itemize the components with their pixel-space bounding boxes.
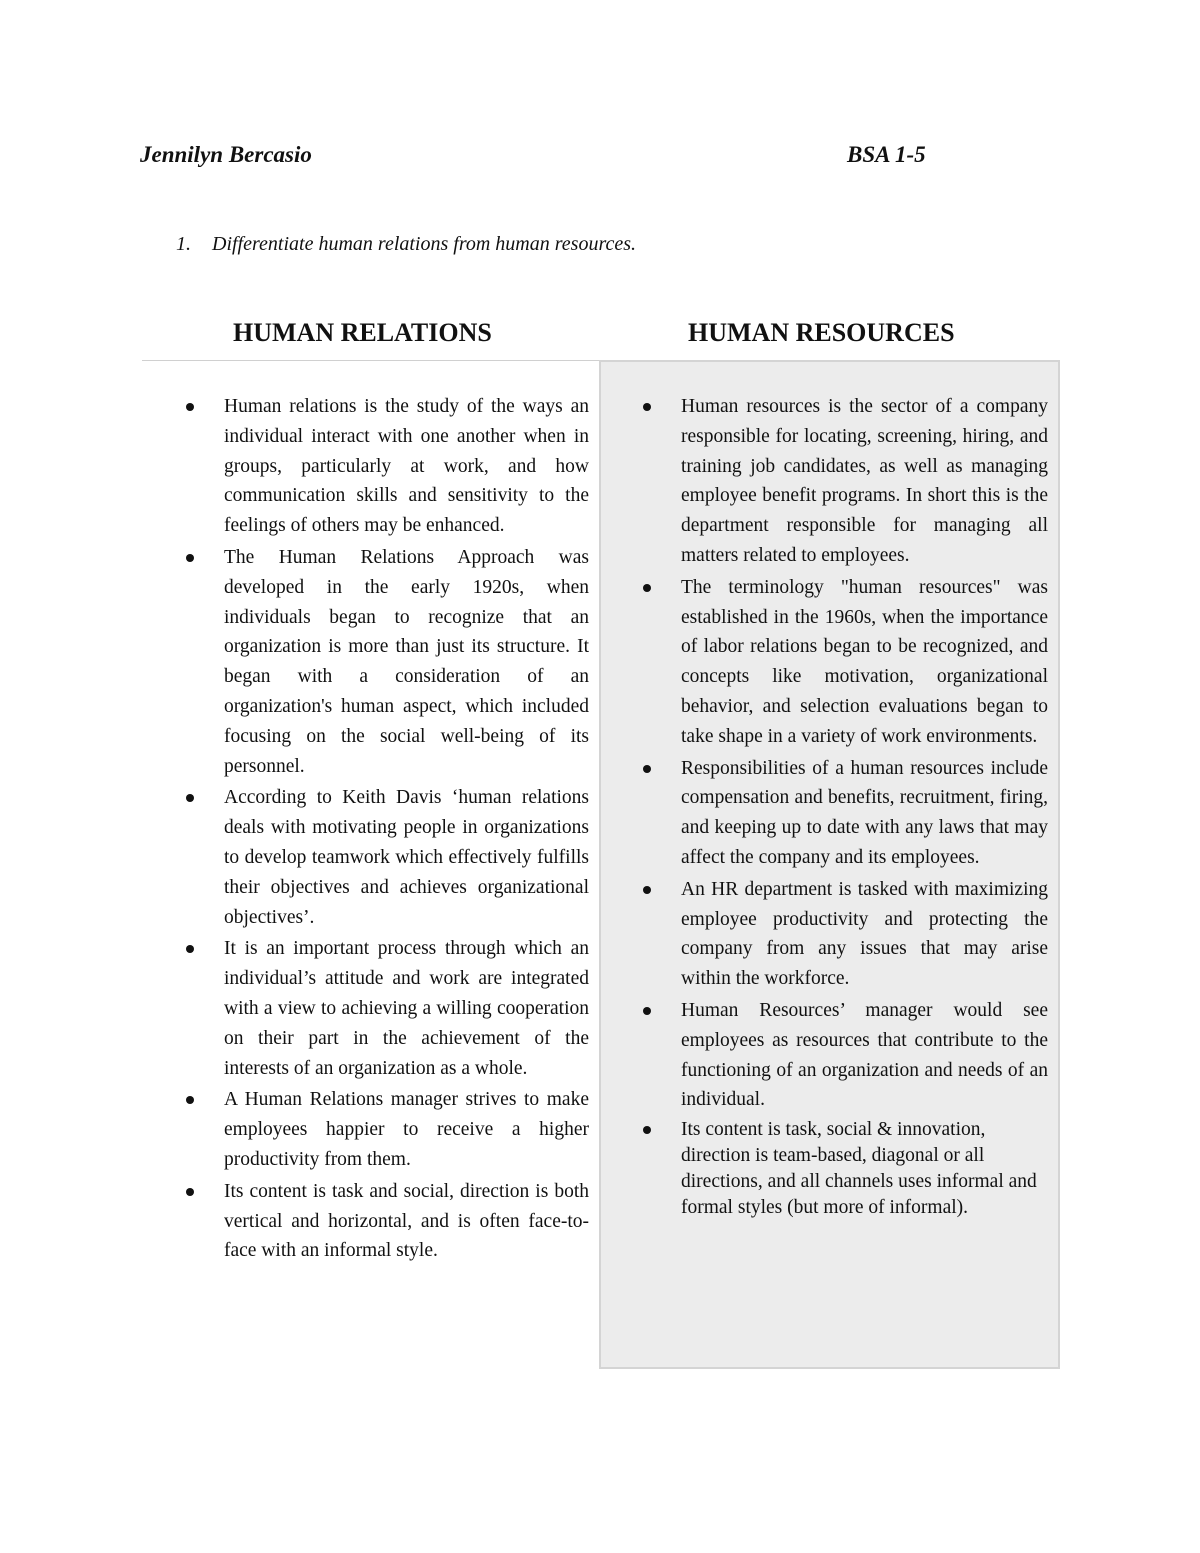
list-item [637, 1117, 1048, 1221]
bullet-icon [186, 403, 194, 411]
list-item [180, 1085, 589, 1174]
bullet-icon [643, 584, 651, 592]
bullet-icon [643, 1007, 651, 1015]
list-item-text: It is an important process through which an individual’s attitude and work are integrated with a view to achieving a willing cooperation on their part in the achievement of the interests of an organization as a whole. [224, 938, 589, 1079]
list-item-text: Its content is task, social & innovation, direction is team-based, diagonal or all directions, and all channels uses informal and formal styles (but more of informal). [681, 1119, 1037, 1219]
table-top-rule [142, 360, 600, 361]
list-item-text: Human resources is the sector of a company responsible for locating, screening, hiring, and training job candidates, as well as managing employee benefit programs. In short this is the department responsible for managing all matters related to employees. [681, 396, 1048, 566]
bullet-icon [186, 1188, 194, 1196]
list-item [637, 996, 1048, 1115]
human-relations-list [180, 392, 589, 1268]
human-resources-heading: HUMAN RESOURCES [688, 318, 955, 347]
list-item [180, 934, 589, 1083]
human-resources-list [637, 392, 1048, 1223]
list-item [180, 543, 589, 781]
list-item [180, 783, 589, 932]
list-item [637, 573, 1048, 752]
student-name: Jennilyn Bercasio [140, 142, 312, 167]
question [176, 233, 636, 256]
list-item-text: The Human Relations Approach was developed in the early 1920s, when individuals began to recognize that an organization is more than just its structure. It began with a consideration of an organization's human aspect, which included focusing on the social well-being of its personnel. [224, 546, 589, 777]
list-item [637, 392, 1048, 571]
list-item-text: Its content is task and social, direction is both vertical and horizontal, and is often face-to-face with an informal style. [224, 1180, 589, 1262]
list-item-text: Responsibilities of a human resources include compensation and benefits, recruitment, firing, and keeping up to date with any laws that may affect the company and its employees. [681, 757, 1048, 868]
list-item [180, 392, 589, 541]
bullet-icon [643, 886, 651, 894]
list-item [637, 754, 1048, 873]
list-item-text: The terminology "human resources" was established in the 1960s, when the importance of labor relations began to be recognized, and concepts like motivation, organizational behavior, and selection evaluations began to take shape in a variety of work environments. [681, 576, 1048, 747]
course-section: BSA 1-5 [847, 142, 926, 167]
bullet-icon [186, 554, 194, 562]
bullet-icon [186, 1096, 194, 1104]
human-relations-heading: HUMAN RELATIONS [233, 318, 492, 347]
list-item-text: Human Resources’ manager would see employees as resources that contribute to the functioning of an organization and needs of an individual. [681, 999, 1048, 1111]
list-item [637, 875, 1048, 994]
bullet-icon [643, 1126, 651, 1134]
question-text: Differentiate human relations from human resources. [212, 233, 637, 255]
list-item-text: An HR department is tasked with maximizing employee productivity and protecting the company from any issues that may arise within the workforce. [681, 878, 1048, 990]
question-number: 1. [176, 233, 191, 255]
list-item-text: Human relations is the study of the ways an individual interact with one another when in groups, particularly at work, and how communication skills and sensitivity to the feelings of others may be enhanced. [224, 396, 589, 537]
bullet-icon [186, 794, 194, 802]
bullet-icon [643, 765, 651, 773]
bullet-icon [186, 945, 194, 953]
bullet-icon [643, 403, 651, 411]
list-item [180, 1177, 589, 1266]
list-item-text: A Human Relations manager strives to make employees happier to receive a higher productivity from them. [224, 1089, 589, 1170]
list-item-text: According to Keith Davis ‘human relations deals with motivating people in organizations to develop teamwork which effectively fulfills their objectives and achieves organizational objectives’. [224, 787, 589, 928]
